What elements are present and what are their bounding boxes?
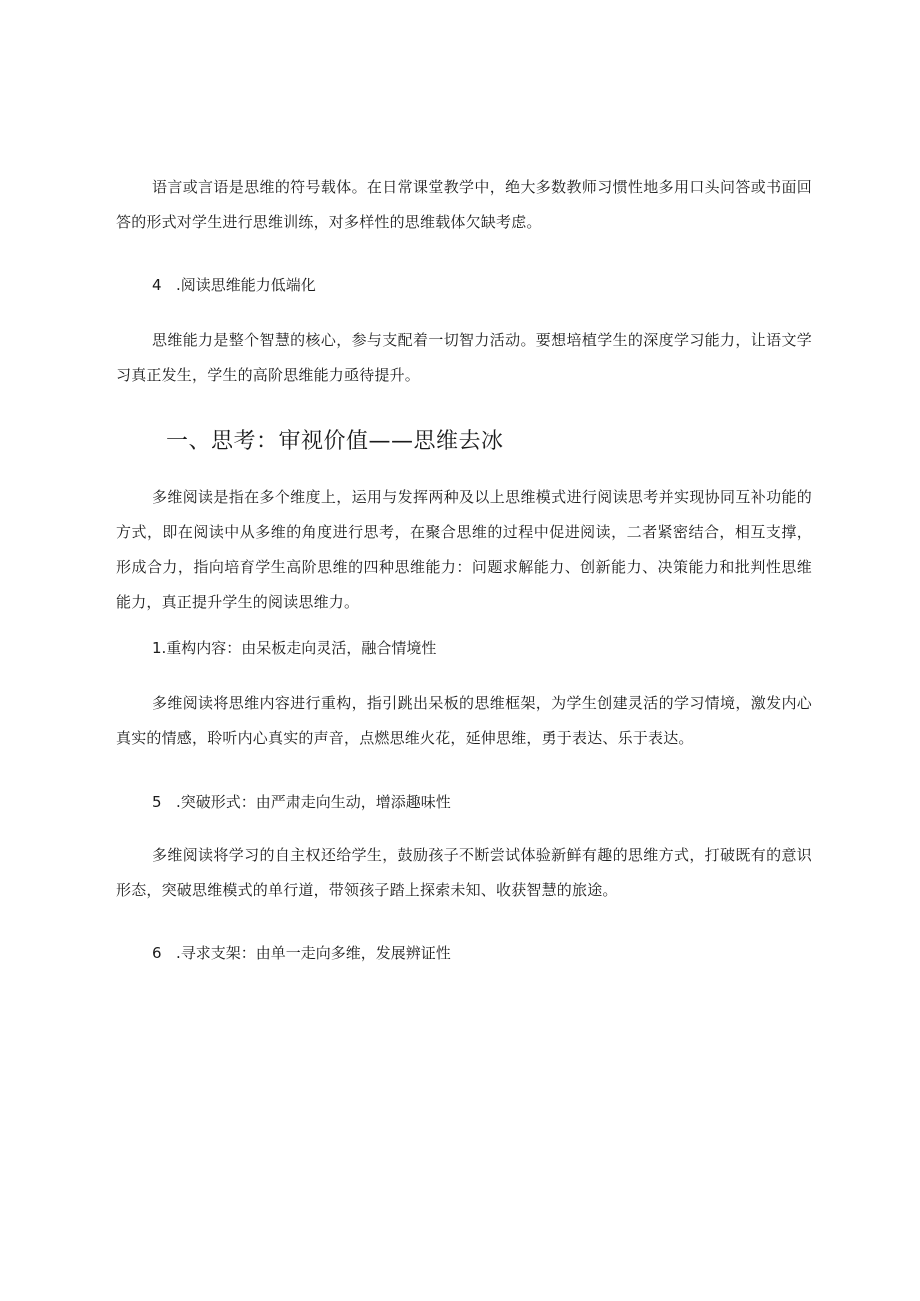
list-item-1: 1.重构内容：由呆板走向灵活，融合情境性 [152,639,437,657]
list-item-number: 6 [152,944,162,962]
paragraph-break-form: 多维阅读将学习的自主权还给学生，鼓励孩子不断尝试体验新鲜有趣的思维方式，打破既有的意识形态，突破思维模式的单行道，带领孩子踏上探索未知、收获智慧的旅途。 [116,846,812,899]
list-item-text: .寻求支架：由单一走向多维，发展辨证性 [176,944,451,962]
list-item-6 [152,942,451,964]
list-item-5 [152,791,451,813]
section-heading: 一、思考：审视价值——思维去冰 [166,429,504,454]
paragraph-restructure-content: 多维阅读将思维内容进行重构，指引跳出呆板的思维框架，为学生创建灵活的学习情境，激发内心真实的情感，聆听内心真实的声音，点燃思维火花，延伸思维，勇于表达、乐于表达。 [116,694,812,747]
list-item-text: .阅读思维能力低端化 [176,276,316,294]
list-item-number: 4 [152,276,162,294]
paragraph-thinking-ability: 思维能力是整个智慧的核心，参与支配着一切智力活动。要想培植学生的深度学习能力，让语文学习真正发生，学生的高阶思维能力亟待提升。 [116,331,812,384]
list-item-text: .突破形式：由严肃走向生动，增添趣味性 [176,793,451,811]
paragraph-symbol-carrier: 语言或言语是思维的符号载体。在日常课堂教学中，绝大多数教师习惯性地多用口头问答或书面回答的形式对学生进行思维训练，对多样性的思维载体欠缺考虑。 [116,178,812,231]
paragraph-multidimensional-reading: 多维阅读是指在多个维度上，运用与发挥两种及以上思维模式进行阅读思考并实现协同互补功能的方式，即在阅读中从多维的角度进行思考，在聚合思维的过程中促进阅读，二者紧密结合，相互支撑，形成合力，指向培育学生高阶思维的四种思维能力：问题求解能力、创新能力、决策能力和批判性思维能力，真正提升学生的阅读思维力。 [116,488,812,611]
list-item-4 [152,274,316,296]
list-item-number: 5 [152,793,162,811]
